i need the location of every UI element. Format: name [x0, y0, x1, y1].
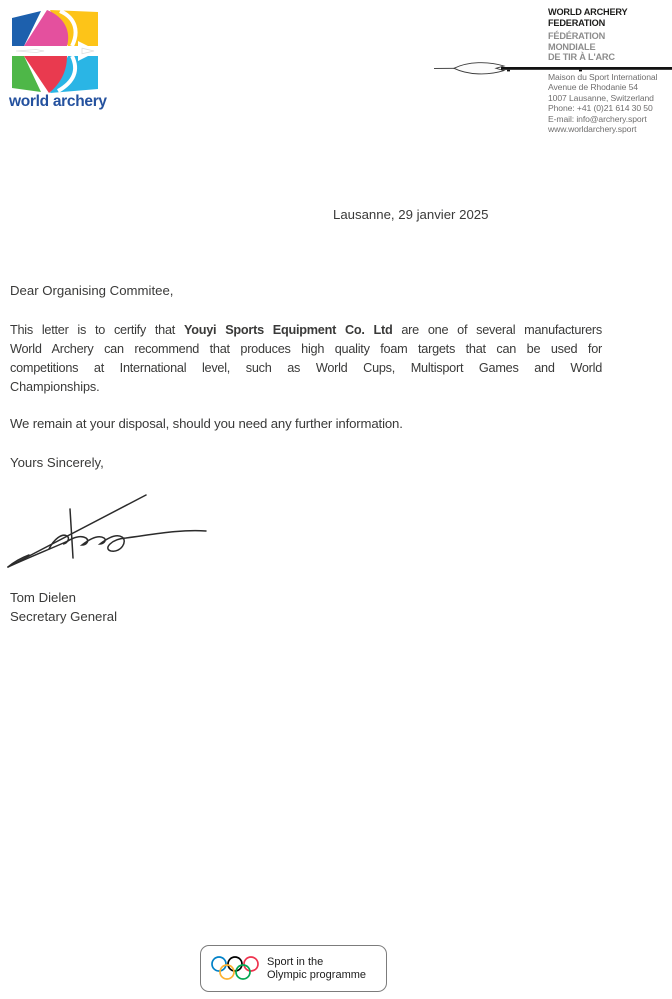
- signature: [4, 483, 216, 575]
- signer-title: Secretary General: [10, 609, 118, 624]
- body-line-2: World Archery can recommend that produces high quality foam targets that can be used for: [10, 342, 602, 356]
- olympic-badge-line: Olympic programme: [267, 968, 367, 981]
- address-line: 1007 Lausanne, Switzerland: [548, 92, 654, 103]
- address-line: Maison du Sport International: [548, 72, 658, 82]
- world-archery-logo-icon: [10, 10, 100, 94]
- olympic-badge-text: [267, 956, 366, 982]
- org-name-fr-line: DE TIR À L'ARC: [548, 52, 615, 63]
- world-archery-wordmark: world archery: [9, 93, 107, 110]
- salutation: Dear Organising Commitee,: [10, 283, 174, 298]
- olympic-badge-line: Sport in the: [267, 955, 324, 968]
- body-line-3: competitions at International level, such as World Cups, Multisport Games and World: [10, 361, 602, 375]
- closing-line: We remain at your disposal, should you need any further information.: [10, 416, 403, 431]
- valediction: Yours Sincerely,: [10, 455, 104, 470]
- body-paragraph: [10, 321, 602, 397]
- org-name-fr: [548, 31, 668, 63]
- body-line-1-post: are one of several manufacturers: [392, 323, 602, 337]
- address-line: www.worldarchery.sport: [548, 124, 637, 135]
- org-name-line: WORLD ARCHERY: [548, 7, 628, 17]
- org-name-fr-line: MONDIALE: [548, 41, 596, 52]
- body-line-1: [10, 321, 602, 340]
- body-line-1-pre: This letter is to certify that: [10, 323, 184, 337]
- address-line: Avenue de Rhodanie 54: [548, 82, 638, 93]
- signer-block: [10, 588, 117, 626]
- company-name: Youyi Sports Equipment Co. Ltd: [183, 323, 393, 337]
- address-line: Phone: +41 (0)21 614 30 50: [548, 103, 653, 114]
- dateline: Lausanne, 29 janvier 2025: [333, 207, 489, 222]
- address-line: E-mail: info@archery.sport: [548, 113, 647, 124]
- body-line-4: Championships.: [10, 380, 100, 394]
- olympic-programme-badge: [200, 945, 387, 992]
- letterhead-org-block: [548, 7, 668, 63]
- org-name-line: FEDERATION: [548, 17, 606, 28]
- org-name-fr-line: FÉDÉRATION: [548, 31, 606, 42]
- org-name-en: [548, 7, 668, 28]
- signer-name: Tom Dielen: [10, 590, 76, 605]
- letterhead-address: [548, 72, 672, 134]
- olympic-rings-icon: [210, 954, 260, 984]
